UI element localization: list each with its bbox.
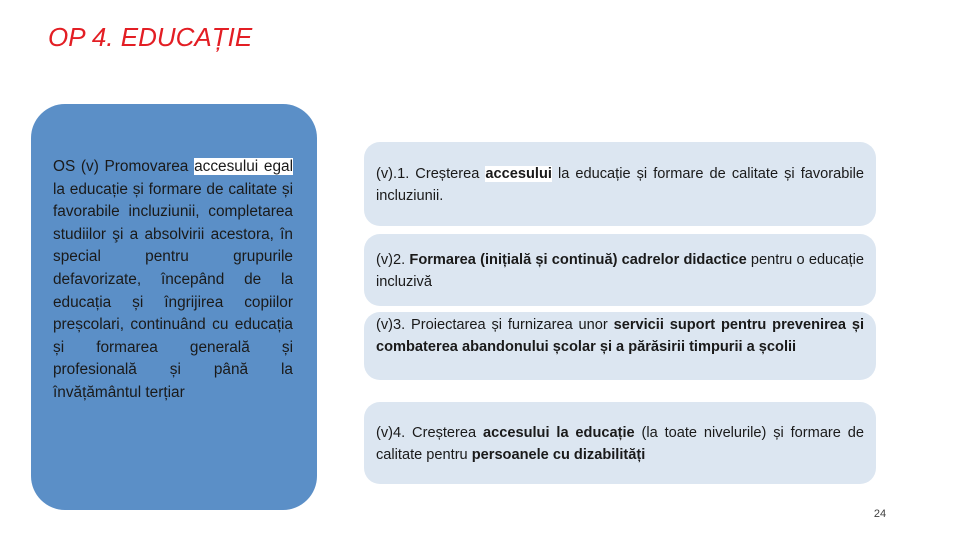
measure-box-1: [364, 142, 876, 226]
measure-box-2: [364, 234, 876, 306]
objective-text: [53, 156, 293, 405]
measure-box-3: [364, 312, 876, 380]
measure-4-bold: accesului la educație: [483, 425, 635, 441]
objective-highlight: accesului egal: [194, 158, 294, 175]
objective-text-start: OS (v) Promovarea: [53, 158, 195, 175]
measure-2-bold: Formarea (inițială și continuă) cadrelor didactice: [409, 252, 747, 268]
measure-2-text: (v)2.: [376, 252, 410, 268]
measure-1-text: (v).1. Creșterea: [376, 166, 486, 182]
objective-card: [31, 104, 317, 510]
measure-box-4: [364, 402, 876, 484]
objective-text-rest: la educație și formare de calitate și favorabile incluziunii, completarea studiilor şi a absolvirii acestora, în special pentru grupurile defavorizate, începând de la educația și îngrijirea copiilor preșcolari, continuând cu educația și formarea generală și profesională și până la învățământul terțiar: [53, 180, 293, 401]
measure-3-bold: servicii suport pentru prevenirea și combaterea abandonului școlar și a părăsirii timpurii a școlii: [376, 317, 864, 355]
measure-4-text: (v)4. Creșterea: [376, 425, 483, 441]
page-number: 24: [873, 508, 887, 520]
measure-1-bold: accesului: [485, 166, 552, 182]
measure-3-text: (v)3. Proiectarea și furnizarea unor: [376, 317, 614, 333]
measure-4-text-mid: (la toate nivelurile) și formare de calitate pentru: [376, 425, 865, 463]
measure-2-text-end: pentru o educație incluzivă: [376, 252, 865, 290]
measure-1-text-end: la educație și formare de calitate și favorabile incluziunii.: [376, 166, 864, 204]
measure-4-bold-2: persoanele cu dizabilități: [471, 447, 646, 463]
page-title: OP 4. EDUCAȚIE: [48, 22, 253, 52]
